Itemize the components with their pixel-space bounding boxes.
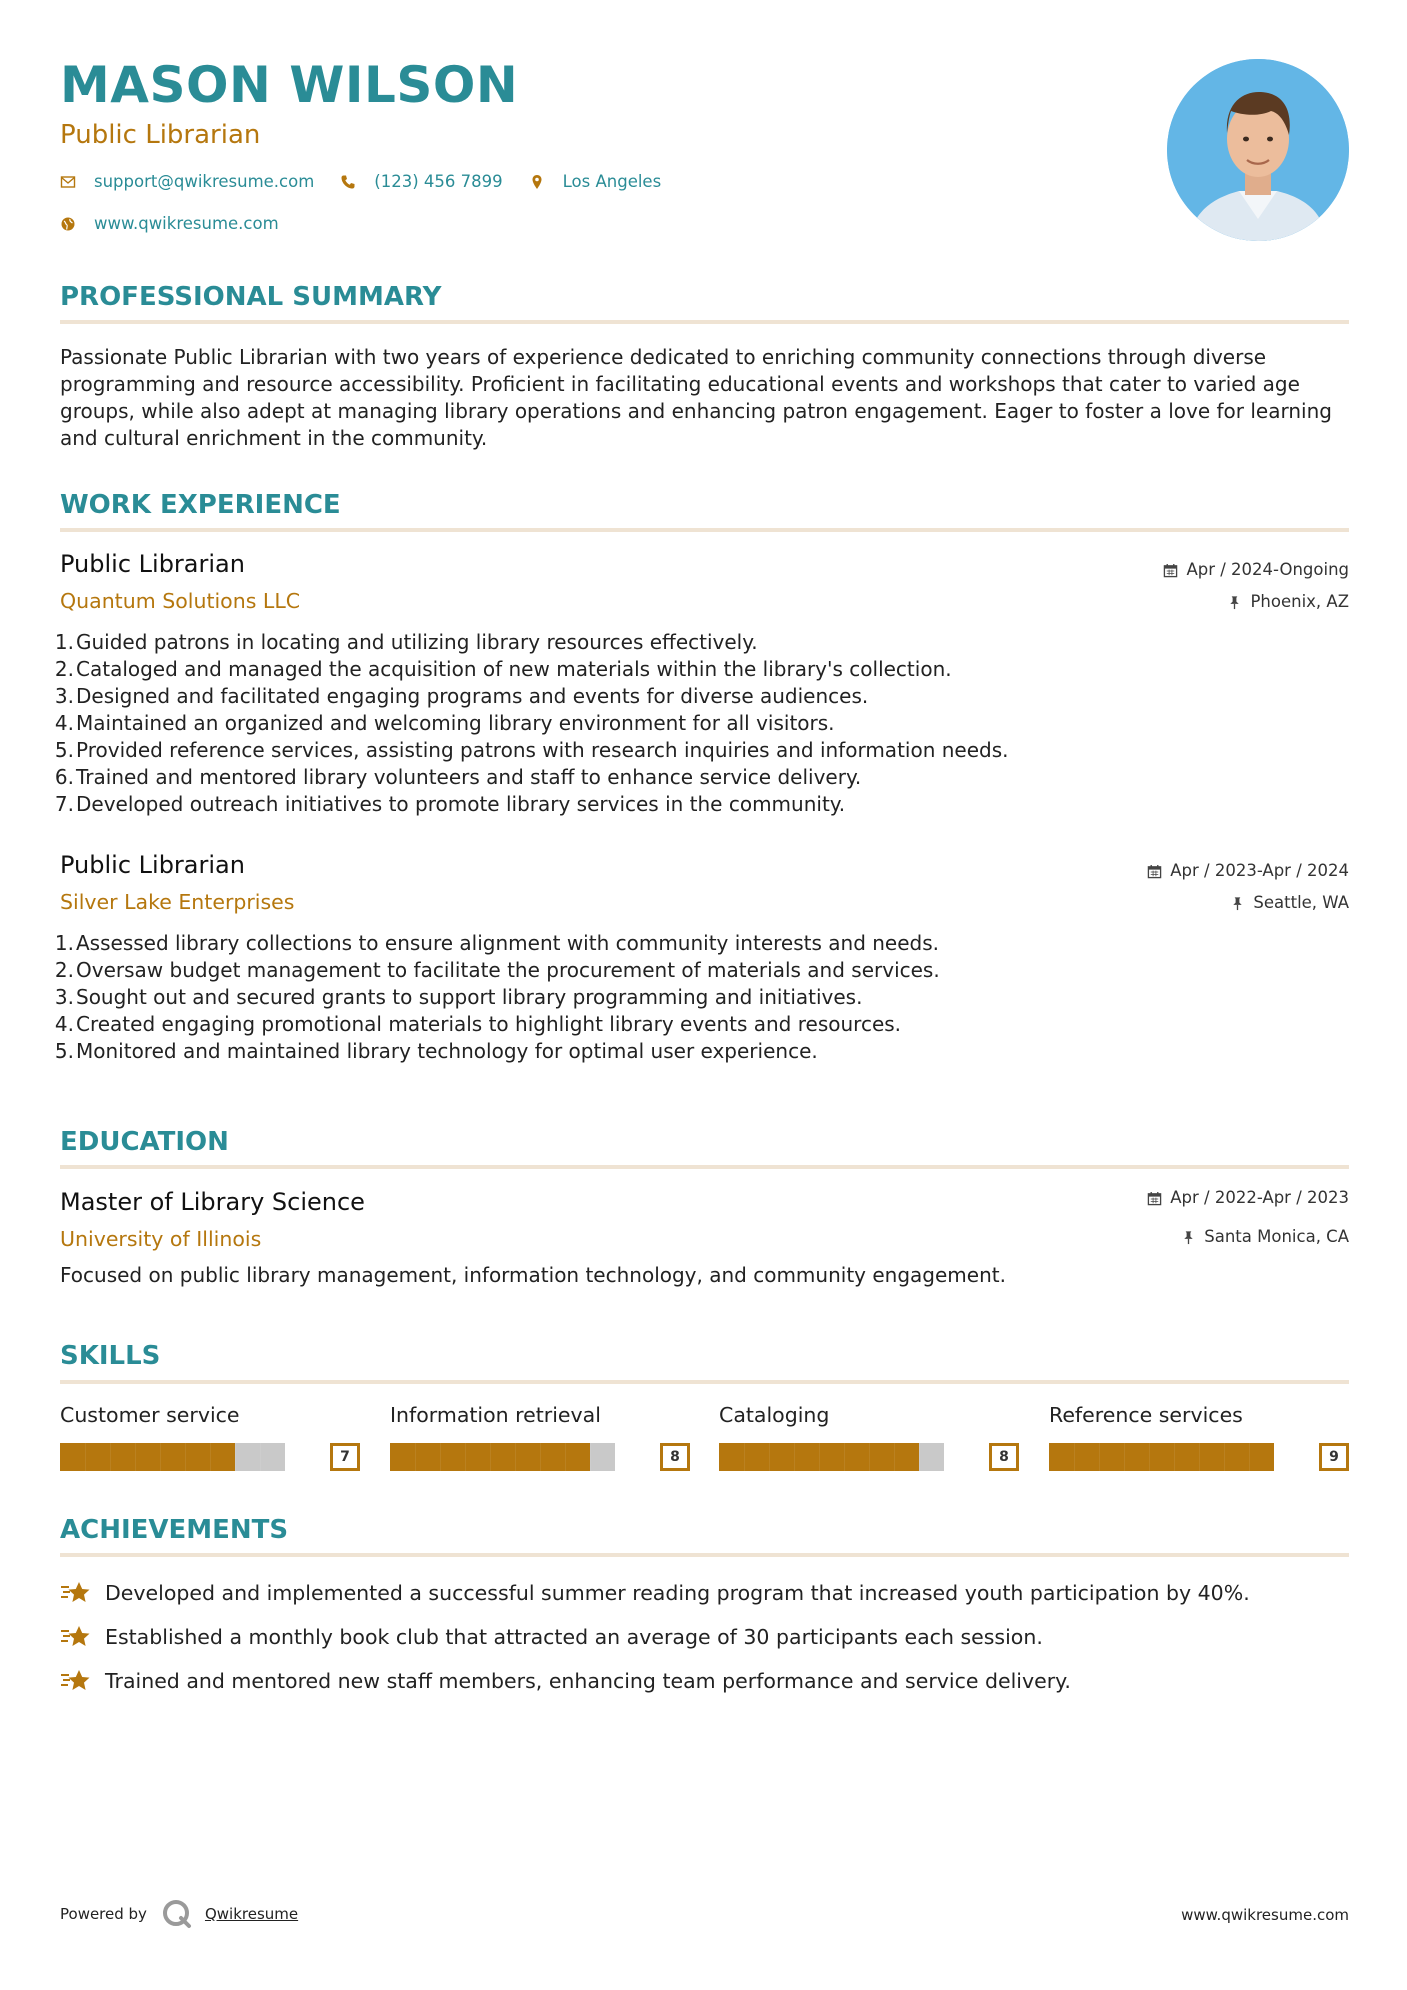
education-date — [1147, 1189, 1349, 1207]
section-divider — [60, 1380, 1349, 1384]
phone-text: (123) 456 7899 — [374, 172, 503, 191]
website-text: www.qwikresume.com — [94, 214, 279, 233]
candidate-role: Public Librarian — [60, 120, 261, 150]
skill-level-segment — [719, 1443, 744, 1471]
skill-level-segment — [135, 1443, 160, 1471]
skill-level-segment — [465, 1443, 490, 1471]
skill-level-segment — [1074, 1443, 1099, 1471]
job-location-text: Phoenix, AZ — [1250, 592, 1349, 611]
footer-powered-by — [60, 1898, 298, 1930]
calendar-icon — [1147, 864, 1162, 879]
skill-level-segment — [819, 1443, 844, 1471]
skill-item — [1049, 1404, 1349, 1471]
brand-link[interactable]: Qwikresume — [204, 1905, 299, 1923]
achievement-text: Trained and mentored new staff members, enhancing team performance and service delivery. — [105, 1668, 1071, 1693]
skill-level-segment — [1149, 1443, 1174, 1471]
bullet-text: Assessed library collections to ensure alignment with community interests and needs. — [76, 931, 939, 955]
footer-website-link[interactable]: www.qwikresume.com — [1181, 1906, 1349, 1924]
job-date-text: Apr / 2024-Ongoing — [1186, 560, 1349, 579]
skill-level-segment — [390, 1443, 415, 1471]
bullet-text: Oversaw budget management to facilitate the procurement of materials and services. — [76, 958, 940, 982]
contact-row-primary — [60, 172, 687, 191]
achievement-text: Established a monthly book club that attracted an average of 30 participants each session. — [105, 1624, 1043, 1649]
bullet-text: Provided reference services, assisting patrons with research inquiries and information needs. — [76, 738, 1009, 762]
section-title-education: EDUCATION — [60, 1127, 229, 1157]
skill-name: Information retrieval — [390, 1403, 601, 1427]
job-location — [1227, 593, 1349, 611]
skill-level-segment — [565, 1443, 590, 1471]
contact-email[interactable] — [60, 172, 314, 191]
phone-icon — [340, 174, 356, 190]
education-location — [1181, 1228, 1349, 1246]
list-item: 3. Sought out and secured grants to support library programming and initiatives. — [54, 985, 863, 1009]
achievement-item — [60, 1667, 1071, 1695]
list-item: 2. Oversaw budget management to facilitate the procurement of materials and services. — [54, 958, 940, 982]
powered-by-label: Powered by — [60, 1905, 147, 1923]
contact-website[interactable] — [60, 214, 279, 233]
achievement-item — [60, 1579, 1250, 1607]
bullet-text: Cataloged and managed the acquisition of new materials within the library's collection. — [76, 657, 952, 681]
bullet-text: Maintained an organized and welcoming library environment for all visitors. — [76, 711, 835, 735]
qwikresume-logo-icon — [161, 1898, 193, 1930]
list-item: 2. Cataloged and managed the acquisition of new materials within the library's collection. — [54, 657, 952, 681]
job-title: Public Librarian — [60, 851, 245, 879]
degree-title: Master of Library Science — [60, 1188, 365, 1216]
skill-level-bar — [60, 1443, 360, 1471]
skill-name: Reference services — [1049, 1403, 1243, 1427]
skill-level-segment — [210, 1443, 235, 1471]
list-item: 1. Assessed library collections to ensure alignment with community interests and needs. — [54, 931, 939, 955]
achievement-text: Developed and implemented a successful summer reading program that increased youth participation by 40%. — [105, 1580, 1250, 1605]
skill-name: Cataloging — [719, 1403, 830, 1427]
pushpin-icon — [1230, 896, 1245, 911]
skill-level-segment — [869, 1443, 894, 1471]
education-location-text: Santa Monica, CA — [1204, 1227, 1349, 1246]
job-date-text: Apr / 2023-Apr / 2024 — [1170, 861, 1349, 880]
job-date — [1163, 561, 1349, 579]
list-item: 6. Trained and mentored library volunteers and staff to enhance service delivery. — [54, 765, 862, 789]
skill-level-value: 8 — [989, 1443, 1019, 1471]
bullet-text: Trained and mentored library volunteers and staff to enhance service delivery. — [76, 765, 862, 789]
skill-level-segment — [60, 1443, 85, 1471]
star-award-icon — [60, 1579, 92, 1607]
skill-level-segment — [1124, 1443, 1149, 1471]
education-description: Focused on public library management, information technology, and community engagement. — [60, 1263, 1006, 1287]
list-item: 5. Provided reference services, assisting patrons with research inquiries and information needs. — [54, 738, 1009, 762]
list-item: 4. Created engaging promotional materials to highlight library events and resources. — [54, 1012, 902, 1036]
section-title-summary: PROFESSIONAL SUMMARY — [60, 282, 442, 312]
section-title-achievements: ACHIEVEMENTS — [60, 1515, 289, 1545]
calendar-icon — [1163, 563, 1178, 578]
email-text: support@qwikresume.com — [94, 172, 315, 191]
skill-level-segment — [110, 1443, 135, 1471]
pushpin-icon — [1227, 595, 1242, 610]
skill-level-segment — [1199, 1443, 1224, 1471]
section-divider — [60, 320, 1349, 324]
bullet-text: Monitored and maintained library technology for optimal user experience. — [76, 1039, 818, 1063]
skill-level-value: 7 — [330, 1443, 360, 1471]
skill-level-segment — [415, 1443, 440, 1471]
section-divider — [60, 1165, 1349, 1169]
skill-name: Customer service — [60, 1403, 240, 1427]
star-award-icon — [60, 1667, 92, 1695]
bullet-text: Created engaging promotional materials to highlight library events and resources. — [76, 1012, 902, 1036]
skill-level-segment — [1049, 1443, 1074, 1471]
skill-level-segment — [590, 1443, 615, 1471]
skill-level-segment — [894, 1443, 919, 1471]
pushpin-icon — [1181, 1230, 1196, 1245]
skill-level-segment — [919, 1443, 944, 1471]
globe-icon — [60, 216, 76, 232]
skill-level-segment — [235, 1443, 260, 1471]
skill-level-value: 9 — [1319, 1443, 1349, 1471]
skill-level-segment — [85, 1443, 110, 1471]
job-bullets — [54, 629, 1336, 818]
education-date-text: Apr / 2022-Apr / 2023 — [1170, 1188, 1349, 1207]
bullet-text: Developed outreach initiatives to promote library services in the community. — [76, 792, 846, 816]
job-bullets — [54, 930, 1336, 1065]
skill-item — [719, 1404, 1019, 1471]
star-award-icon — [60, 1623, 92, 1651]
job-title: Public Librarian — [60, 550, 245, 578]
list-item: 1. Guided patrons in locating and utilizing library resources effectively. — [54, 630, 758, 654]
summary-text: Passionate Public Librarian with two years of experience dedicated to enriching community connections through diverse programming and resource accessibility. Proficient in facilitating educational events and workshops that cater to varied age groups, while also adept at managing library operations and enhancing patron engagement. Eager to foster a love for learning and cultural enrichment in the community. — [60, 345, 1332, 450]
skill-level-segment — [440, 1443, 465, 1471]
skill-level-segment — [794, 1443, 819, 1471]
job-location-text: Seattle, WA — [1253, 893, 1349, 912]
section-title-skills: SKILLS — [60, 1341, 161, 1371]
skill-level-segment — [260, 1443, 285, 1471]
skill-level-bar — [719, 1443, 1019, 1471]
achievement-item — [60, 1623, 1043, 1651]
profile-photo — [1167, 59, 1349, 241]
skill-level-bar — [1049, 1443, 1349, 1471]
skill-level-segment — [769, 1443, 794, 1471]
skill-item — [60, 1404, 360, 1471]
candidate-name: MASON WILSON — [60, 56, 519, 114]
bullet-text: Designed and facilitated engaging programs and events for diverse audiences. — [76, 684, 869, 708]
list-item: 5. Monitored and maintained library technology for optimal user experience. — [54, 1039, 818, 1063]
skill-level-segment — [515, 1443, 540, 1471]
skill-item — [390, 1404, 690, 1471]
envelope-icon — [60, 174, 76, 190]
skill-level-segment — [160, 1443, 185, 1471]
school-name: University of Illinois — [60, 1227, 262, 1251]
skill-level-segment — [744, 1443, 769, 1471]
bullet-text: Guided patrons in locating and utilizing library resources effectively. — [76, 630, 758, 654]
skill-level-segment — [185, 1443, 210, 1471]
map-pin-icon — [529, 174, 545, 190]
list-item: 4. Maintained an organized and welcoming library environment for all visitors. — [54, 711, 835, 735]
person-portrait — [1167, 59, 1349, 241]
skill-level-bar — [390, 1443, 690, 1471]
skill-level-segment — [1224, 1443, 1249, 1471]
section-divider — [60, 528, 1349, 532]
list-item: 7. Developed outreach initiatives to promote library services in the community. — [54, 792, 846, 816]
skill-level-segment — [844, 1443, 869, 1471]
location-text: Los Angeles — [562, 172, 662, 191]
section-title-experience: WORK EXPERIENCE — [60, 490, 341, 520]
skill-level-segment — [1174, 1443, 1199, 1471]
contact-phone[interactable] — [340, 172, 502, 191]
contact-location — [529, 172, 662, 191]
skill-level-value: 8 — [660, 1443, 690, 1471]
skill-level-segment — [1099, 1443, 1124, 1471]
job-company: Silver Lake Enterprises — [60, 890, 295, 914]
calendar-icon — [1147, 1191, 1162, 1206]
skill-level-segment — [540, 1443, 565, 1471]
bullet-text: Sought out and secured grants to support library programming and initiatives. — [76, 985, 863, 1009]
job-date — [1147, 862, 1349, 880]
skill-level-segment — [490, 1443, 515, 1471]
job-location — [1230, 894, 1349, 912]
skill-level-segment — [1249, 1443, 1274, 1471]
list-item: 3. Designed and facilitated engaging programs and events for diverse audiences. — [54, 684, 869, 708]
contact-row-secondary — [60, 214, 305, 233]
section-divider — [60, 1553, 1349, 1557]
job-company: Quantum Solutions LLC — [60, 589, 301, 613]
